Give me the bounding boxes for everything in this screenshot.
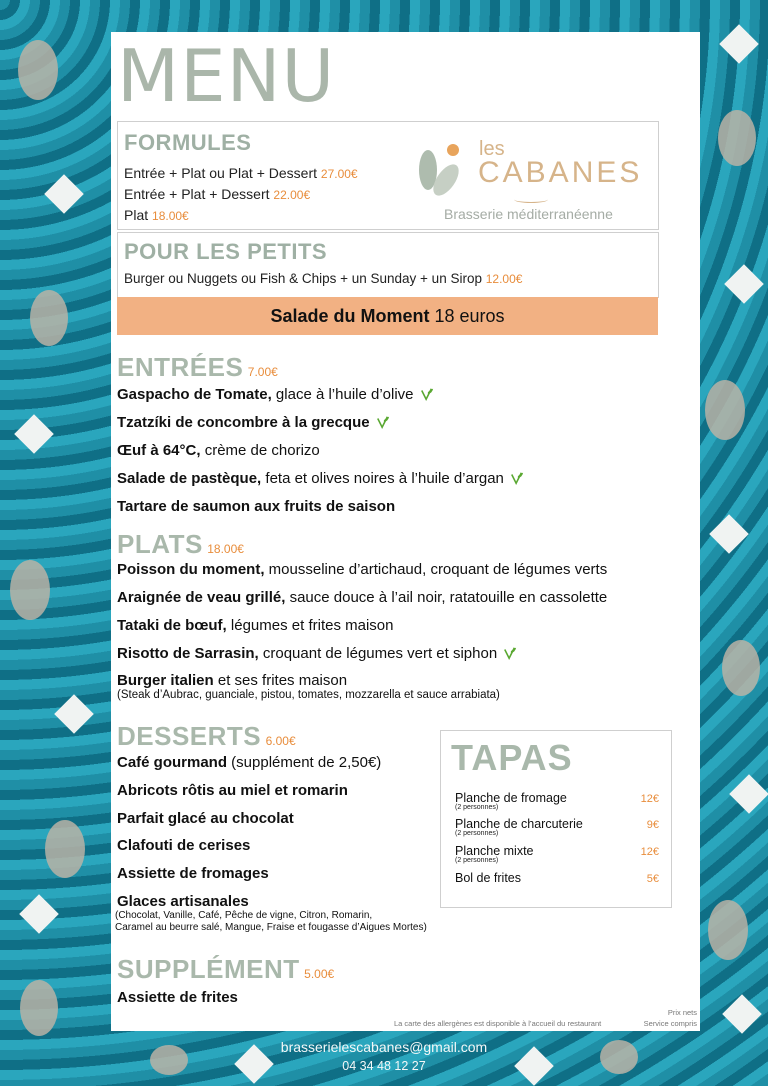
plat-item: Risotto de Sarrasin, croquant de légumes vert et siphon	[117, 645, 517, 662]
supplement-price: 5.00€	[304, 967, 335, 981]
supplement-heading: SUPPLÉMENT	[117, 954, 300, 984]
entree-item: Gaspacho de Tomate, glace à l’huile d’olive	[117, 386, 434, 403]
petits-box	[117, 232, 659, 298]
petits-row: Burger ou Nuggets ou Fish & Chips + un Sunday + un Sirop 12.00€	[124, 271, 523, 286]
plat-item: Burger italien et ses frites maison	[117, 672, 348, 689]
salade-banner	[117, 297, 658, 335]
dessert-item: Clafouti de cerises	[117, 837, 251, 854]
supplement-item: Assiette de frites	[117, 989, 238, 1006]
plats-heading-row	[117, 529, 244, 560]
desserts-price: 6.00€	[265, 734, 296, 748]
formule-row: Plat 18.00€	[124, 207, 189, 223]
leaf-logo-icon	[418, 140, 468, 202]
contact-email[interactable]: brasserielescabanes@gmail.com	[280, 1039, 488, 1055]
desserts-heading: DESSERTS	[117, 721, 262, 751]
glaces-note: (Chocolat, Vanille, Café, Pêche de vigne, Citron, Romarin, Caramel au beurre salé, Mangue, Fraise et fougasse d’Aigues Mortes)	[115, 910, 427, 933]
tapas-row: Planche de charcuterie (2 personnes) 9€	[455, 817, 659, 837]
entrees-heading: ENTRÉES	[117, 352, 244, 382]
burger-note: (Steak d’Aubrac, guanciale, pistou, tomates, mozzarella et sauce arrabiata)	[117, 689, 500, 701]
tapas-row: Planche mixte (2 personnes) 12€	[455, 844, 659, 864]
salade-price: 18 euros	[429, 306, 505, 326]
tapas-heading: TAPAS	[451, 737, 573, 778]
supplement-heading-row	[117, 954, 334, 985]
dessert-item: Parfait glacé au chocolat	[117, 810, 294, 827]
plats-price: 18.00€	[207, 542, 244, 556]
dessert-item: Café gourmand (supplément de 2,50€)	[117, 754, 382, 771]
entree-item: Œuf à 64°C, crème de chorizo	[117, 442, 320, 459]
logo-name: CABANES	[478, 156, 643, 189]
logo-wave	[514, 196, 548, 203]
dessert-item: Assiette de fromages	[117, 865, 269, 882]
entrees-price: 7.00€	[247, 365, 278, 379]
brand-logo	[418, 132, 648, 222]
prix-nets: Prix nets	[667, 1008, 697, 1017]
entree-item: Tzatzíki de concombre à la grecque	[117, 414, 390, 431]
service-compris: Service compris	[643, 1019, 697, 1028]
page-title: MENU	[117, 34, 336, 118]
formule-row: Entrée + Plat ou Plat + Dessert 27.00€	[124, 165, 358, 181]
plat-item: Poisson du moment, mousseline d’artichaud, croquant de légumes verts	[117, 561, 608, 578]
formules-list	[124, 163, 358, 226]
plat-item: Tataki de bœuf, légumes et frites maison	[117, 617, 394, 634]
dessert-item: Glaces artisanales	[117, 893, 249, 910]
entrees-heading-row	[117, 352, 278, 383]
tapas-row: Bol de frites 5€	[455, 871, 659, 885]
contact-phone[interactable]: 04 34 48 12 27	[342, 1059, 426, 1073]
entree-item: Salade de pastèque, feta et olives noires à l’huile d’argan	[117, 470, 524, 487]
formule-row: Entrée + Plat + Dessert 22.00€	[124, 186, 311, 202]
allergens-note: La carte des allergènes est disponible à l’accueil du restaurant	[394, 1019, 602, 1028]
menu-card	[111, 32, 700, 1031]
formules-heading: FORMULES	[124, 130, 252, 155]
tapas-list	[455, 791, 659, 895]
salade-title: Salade du Moment	[270, 306, 430, 326]
formules-box	[117, 121, 659, 230]
vegetarian-icon	[420, 387, 434, 401]
dessert-item: Abricots rôtis au miel et romarin	[117, 782, 348, 799]
tapas-row: Planche de fromage (2 personnes) 12€	[455, 791, 659, 811]
logo-tagline: Brasserie méditerranéenne	[444, 206, 613, 222]
desserts-heading-row	[117, 721, 296, 752]
petits-heading: POUR LES PETITS	[124, 239, 328, 264]
vegetarian-icon	[510, 471, 524, 485]
entree-item: Tartare de saumon aux fruits de saison	[117, 498, 396, 515]
plat-item: Araignée de veau grillé, sauce douce à l’ail noir, ratatouille en cassolette	[117, 589, 608, 606]
logo-top: les	[479, 138, 505, 160]
plats-heading: PLATS	[117, 529, 203, 559]
vegetarian-icon	[503, 646, 517, 660]
vegetarian-icon	[376, 415, 390, 429]
tapas-box	[440, 730, 672, 908]
